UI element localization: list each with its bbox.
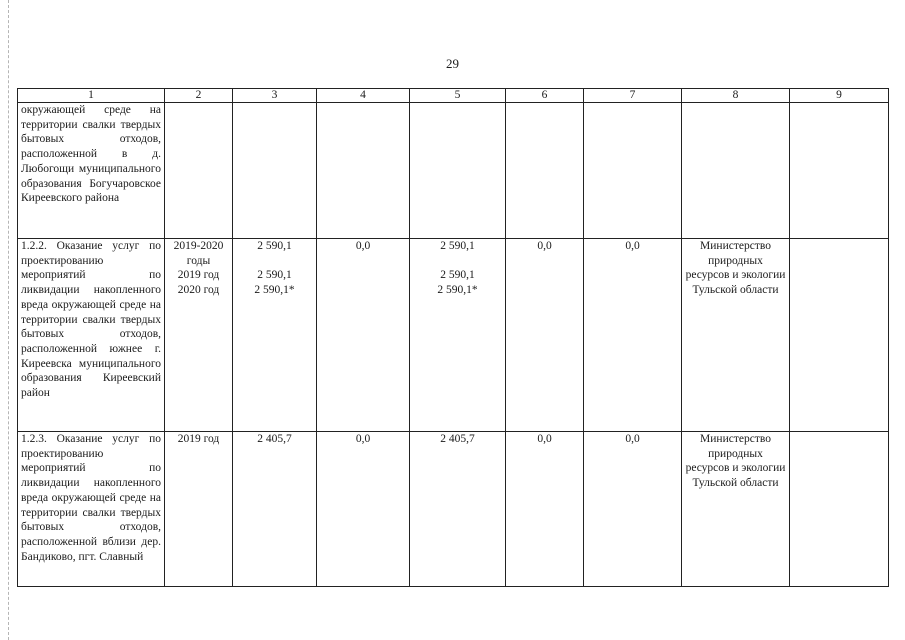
federal-budget-cell: 0,0 (317, 239, 410, 432)
amount-line (413, 254, 502, 269)
regional-budget-cell (410, 432, 506, 587)
program-table (17, 88, 889, 587)
table-header-row (18, 89, 889, 103)
local-budget-cell (506, 103, 584, 239)
column-header: 3 (233, 89, 317, 103)
column-header: 2 (165, 89, 233, 103)
total-amount-cell (233, 239, 317, 432)
local-budget-cell: 0,0 (506, 239, 584, 432)
executor-cell (682, 103, 790, 239)
column-header: 1 (18, 89, 165, 103)
executor-cell: Министерство природных ресурсов и экологии Тульской области (682, 239, 790, 432)
total-amount-cell (233, 432, 317, 587)
federal-budget-cell (317, 103, 410, 239)
amount-line: 2 405,7 (257, 433, 292, 445)
period-line: 2019-2020 (173, 240, 224, 252)
executor-cell: Министерство природных ресурсов и экологии Тульской области (682, 432, 790, 587)
measure-name-cell: окружающей среде на территории свалки твердых бытовых отходов, расположенной в д. Любогощи муниципального образования Богучаровское Киреевского района (18, 103, 165, 239)
result-cell (790, 239, 889, 432)
amount-line: 2 590,1 (440, 269, 475, 282)
measure-name-cell: 1.2.3. Оказание услуг по проектированию мероприятий по ликвидации накопленного вреда окружающей среде на территории свалки твердых бытовых отходов, расположенной вблизи дер. Бандиково, пгт. Славный (18, 432, 165, 587)
period-cell (165, 239, 233, 432)
extra-budget-cell: 0,0 (584, 432, 682, 587)
period-line: 2019 год (177, 433, 220, 445)
extra-budget-cell (584, 103, 682, 239)
amount-line: 2 590,1 (257, 269, 292, 282)
result-cell (790, 432, 889, 587)
period-cell (165, 432, 233, 587)
column-header: 7 (584, 89, 682, 103)
column-header: 5 (410, 89, 506, 103)
amount-line: 2 590,1* (254, 284, 295, 297)
amount-line (236, 254, 313, 269)
regional-budget-cell (410, 103, 506, 239)
amount-line: 2 590,1 (257, 240, 292, 252)
page-number: 29 (446, 56, 459, 71)
table-row (18, 239, 889, 432)
column-header: 9 (790, 89, 889, 103)
result-cell (790, 103, 889, 239)
binding-margin-line (8, 0, 9, 640)
period-line: 2019 год (177, 269, 220, 282)
period-line: 2020 год (177, 284, 220, 297)
local-budget-cell: 0,0 (506, 432, 584, 587)
measure-name-cell: 1.2.2. Оказание услуг по проектированию мероприятий по ликвидации накопленного вреда окружающей среде на территории свалки твердых бытовых отходов, расположенной южнее г. Киреевска муниципального образования Киреевский район (18, 239, 165, 432)
federal-budget-cell: 0,0 (317, 432, 410, 587)
amount-line: 2 590,1 (440, 240, 475, 252)
amount-line: 2 405,7 (440, 433, 475, 445)
extra-budget-cell: 0,0 (584, 239, 682, 432)
period-line: годы (186, 254, 211, 267)
table-row (18, 432, 889, 587)
table-row (18, 103, 889, 239)
period-cell (165, 103, 233, 239)
column-header: 4 (317, 89, 410, 103)
total-amount-cell (233, 103, 317, 239)
regional-budget-cell (410, 239, 506, 432)
amount-line: 2 590,1* (437, 284, 478, 297)
column-header: 8 (682, 89, 790, 103)
column-header: 6 (506, 89, 584, 103)
